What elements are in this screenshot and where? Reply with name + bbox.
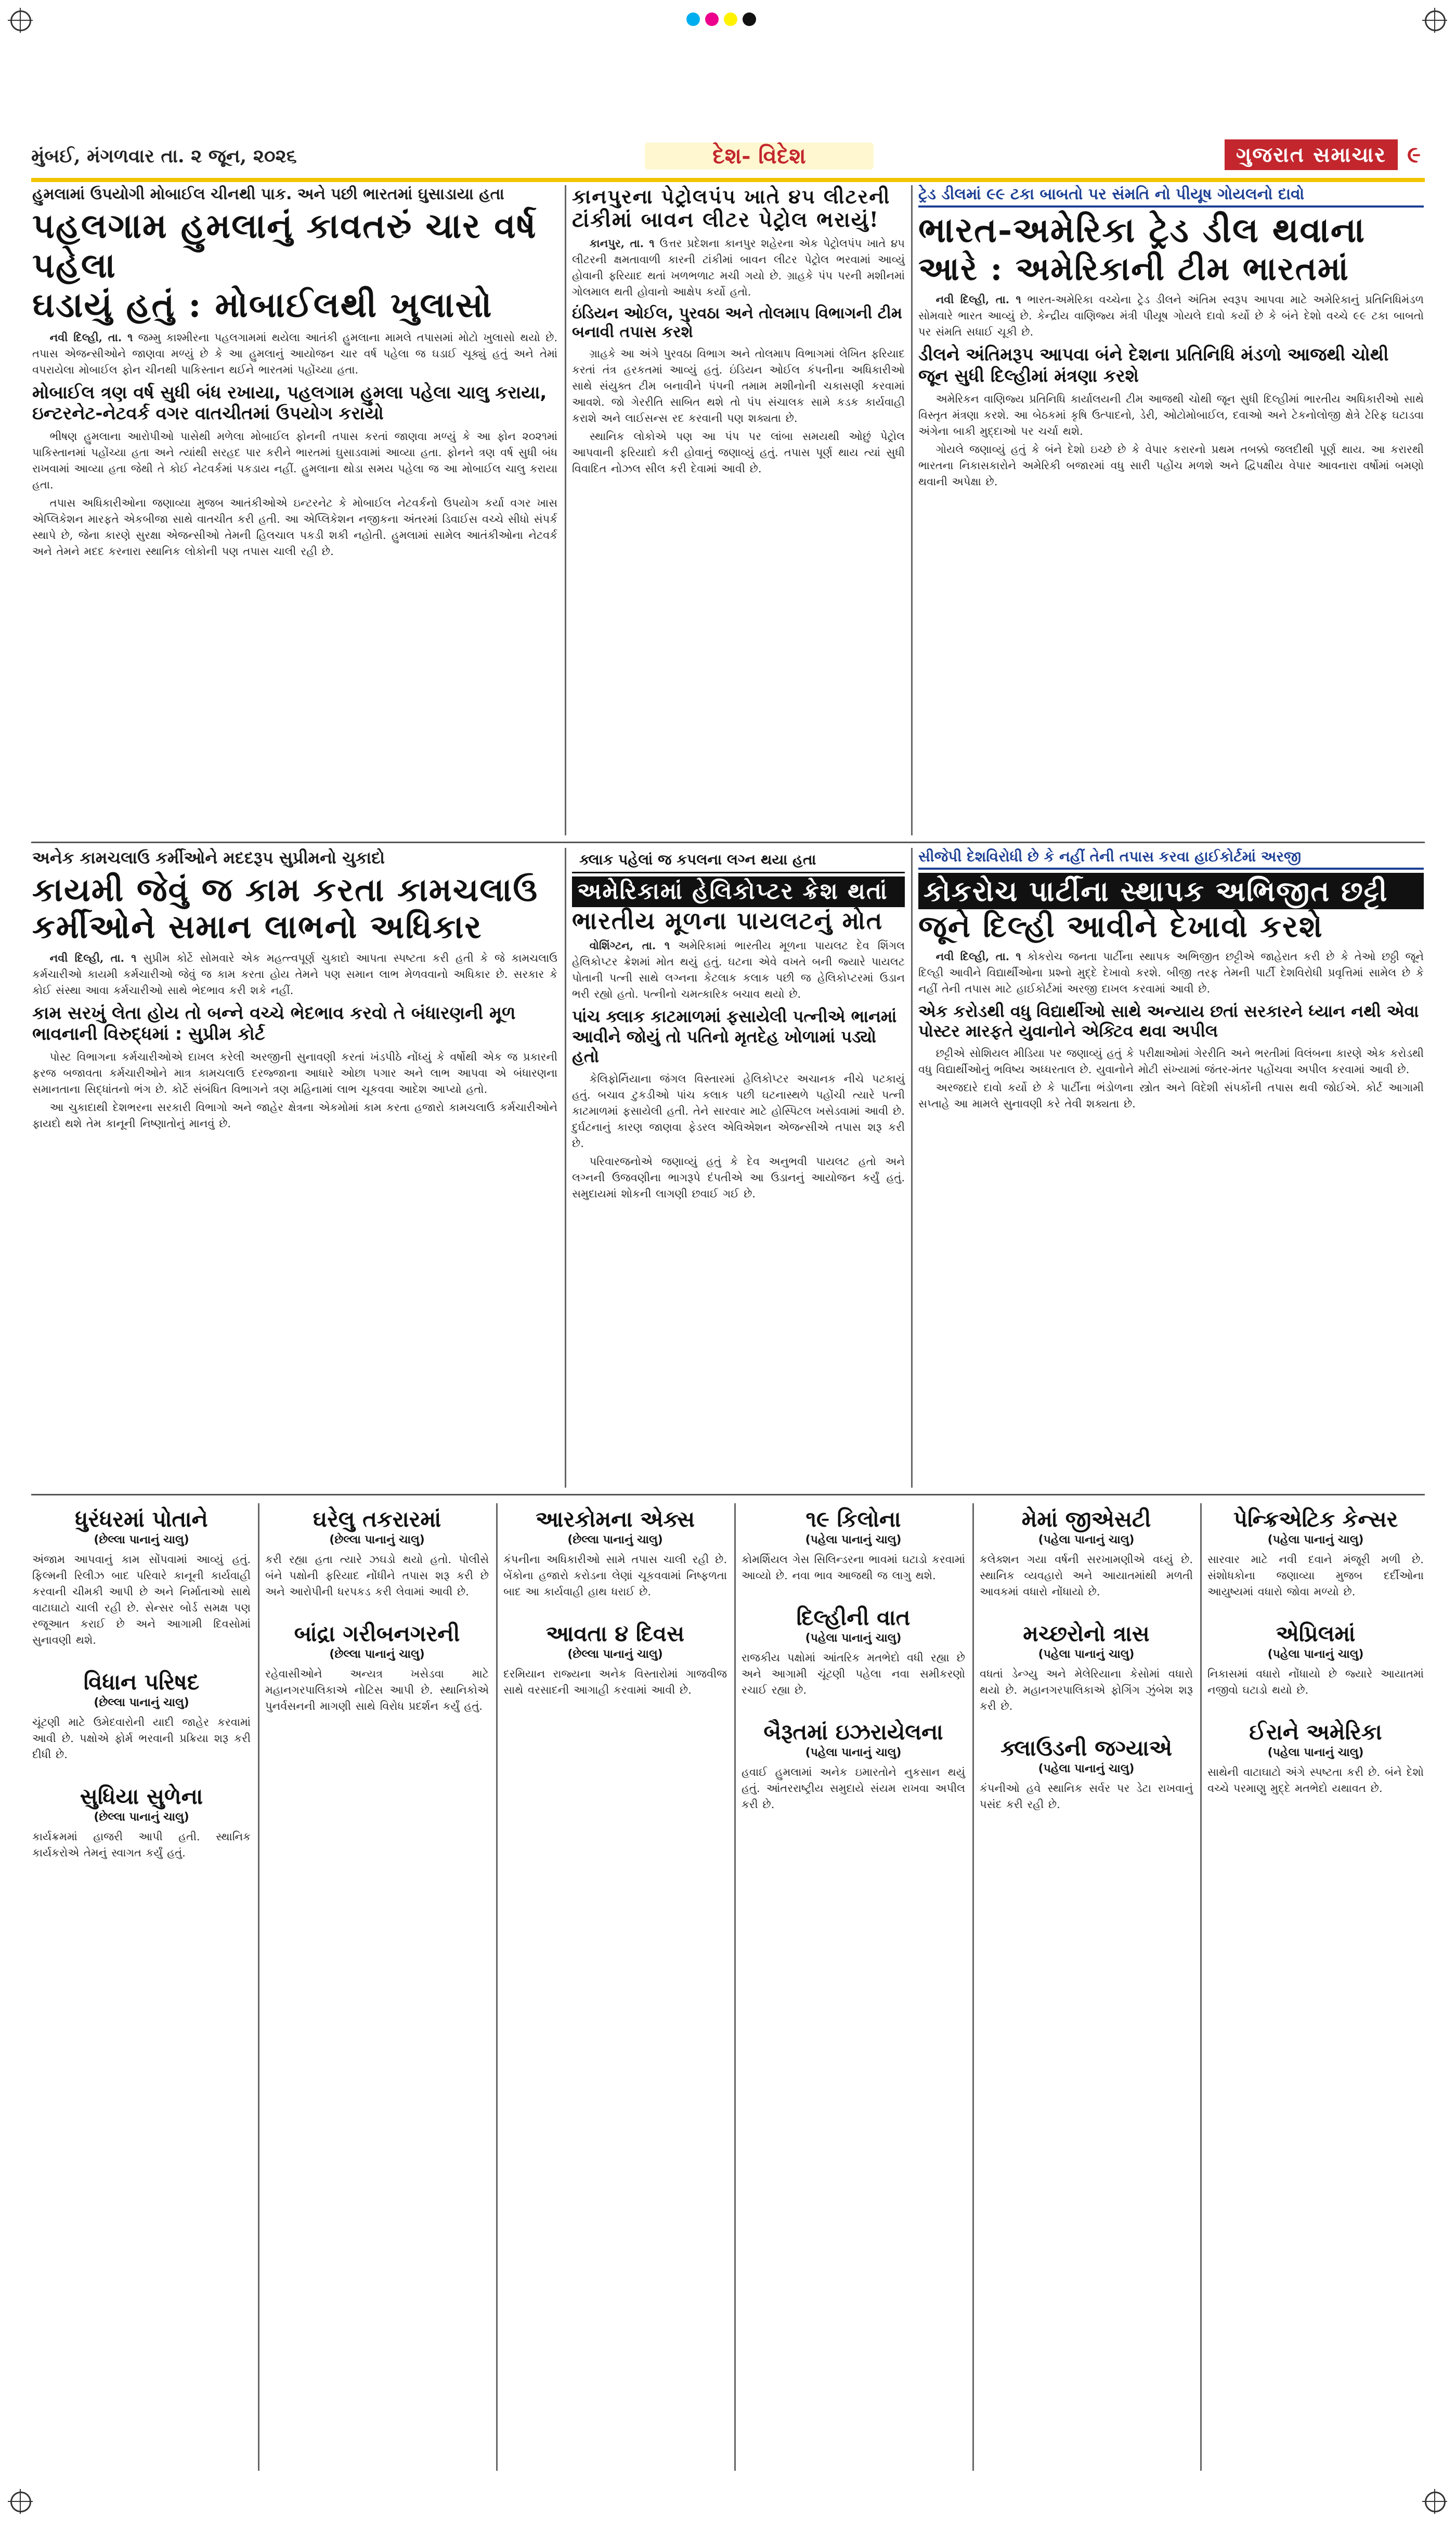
dateline: નવી દિલ્હી, તા. ૧	[935, 293, 1021, 306]
continued-jump: (પહેલા પાનાનું ચાલુ)	[805, 1746, 902, 1759]
continued-text: કંપનીના અધિકારીઓ સામે તપાસ ચાલી રહી છે. બેંકોના હજારો કરોડના લેણાં ચૂકવવામાં નિષ્ફળતા બાદ આ કાર્યવાહી હાથ ધરાઈ છે.	[503, 1553, 727, 1598]
story-kicker: હુમલામાં ઉપયોગી મોબાઈલ ચીનથી પાક. અને પછી ભારતમાં ઘુસાડાયા હતા	[32, 185, 504, 203]
story-kicker: ટ્રેડ ડીલમાં ૯૯ ટકા બાબતો પર સંમતિ નો પીયૂષ ગોયલનો દાવો	[918, 185, 1424, 208]
continued-text: કાર્યક્રમમાં હાજરી આપી હતી. સ્થાનિક કાર્યકરોએ તેમનું સ્વાગત કર્યું હતું.	[32, 1830, 251, 1859]
continued-text: દરમિયાન રાજ્યના અનેક વિસ્તારોમાં ગાજવીજ સાથે વરસાદની આગાહી કરવામાં આવી છે.	[503, 1668, 727, 1696]
story-kicker: કાનપુરના પેટ્રોલપંપ ખાતે ૪૫ લીટરની	[572, 185, 891, 208]
story-headline: પહલગામ હુમલાનું કાવતરું ચાર વર્ષ પહેલા	[32, 205, 537, 286]
story-headline-line2: જૂને દિલ્હી આવીને દેખાવો કરશે	[918, 909, 1323, 945]
story-body	[918, 291, 1424, 340]
paragraph: કેલિફોર્નિયાના જંગલ વિસ્તારમાં હેલિકોપ્ટર અચાનક નીચે પટકાયું હતું. બચાવ ટુકડીઓ પાંચ કલાક પછી ઘટનાસ્થળે પહોંચી ત્યારે પત્ની કાટમાળમાં ફસાયેલી હતી. તેને સારવાર માટે હોસ્પિટલ ખસેડવામાં આવી છે. દુર્ઘટનાનું કારણ જાણવા ફેડરલ એવિએશન એજન્સીએ તપાસ શરૂ કરી છે.	[572, 1072, 905, 1150]
paragraph: આ ચુકાદાથી દેશભરના સરકારી વિભાગો અને જાહેર ક્ષેત્રના એકમોમાં કામ કરતા હજારો કામચલાઉ કર્મચારીઓને ફાયદો થશે તેમ કાનૂની નિષ્ણાતોનું માનવું છે.	[32, 1101, 557, 1130]
column-rule	[972, 1503, 974, 2471]
color-swatch-cyan	[686, 12, 700, 26]
continued-jump: (પહેલા પાનાનું ચાલુ)	[1267, 1648, 1364, 1661]
section-title: દેશ- વિદેશ	[645, 143, 874, 170]
continued-jump: (પહેલા પાનાનું ચાલુ)	[1267, 1533, 1364, 1546]
continued-title: આવતા ૪ દિવસ	[545, 1621, 685, 1646]
story-subhead: ઇંડિયન ઓઈલ, પુરવઠા અને તોલમાપ વિભાગની ટીમ બનાવી તપાસ કરશે	[572, 304, 902, 341]
story-headline-line2: ઘડાયું હતું : મોબાઈલથી ખુલાસો	[32, 284, 493, 325]
continued-column-5	[980, 1503, 1193, 1813]
continued-jump: (છેલ્લા પાનાનું ચાલુ)	[329, 1533, 425, 1546]
dateline: નવી દિલ્હી, તા. ૧	[49, 951, 137, 964]
story-headline: કાયમી જેવું જ કામ કરતા કામચલાઉ	[32, 871, 539, 909]
paragraph: પરિવારજનોએ જણાવ્યું હતું કે દેવ અનુભવી પાયલટ હતો અને લગ્નની ઉજવણીના ભાગરૂપે દંપતીએ આ ઉડાનનું આયોજન કર્યું હતું. સમુદાયમાં શોકની લાગણી છવાઈ ગઈ છે.	[572, 1155, 905, 1200]
continued-title: મેમાં જીએસટી	[1021, 1506, 1151, 1532]
color-swatch-yellow	[724, 12, 737, 26]
registration-mark-bottom-right	[1425, 2492, 1446, 2512]
paragraph: છટ્ટીએ સોશિયલ મીડિયા પર જણાવ્યું હતું કે પરીક્ષાઓમાં ગેરરીતિ અને ભરતીમાં વિલંબના કારણે એક કરોડથી વધુ વિદ્યાર્થીઓનું ભવિષ્ય અધ્ધરતાલ છે. યુવાનોને મોટી સંખ્યામાં જંતર-મંતર પહોંચવા અપીલ કરવામાં આવી છે.	[918, 1047, 1424, 1076]
story-body-2	[572, 1071, 905, 1202]
paragraph: સ્થાનિક લોકોએ પણ આ પંપ પર લાંબા સમયથી ઓછું પેટ્રોલ આપવાની ફરિયાદો કરી હોવાનું જણાવ્યું હતું. તપાસ પૂર્ણ થાય ત્યાં સુધી વિવાદિત નોઝલ સીલ કરી દેવામાં આવી છે.	[572, 430, 905, 475]
paragraph: ઉત્તર પ્રદેશના કાનપુર શહેરના એક પેટ્રોલપંપ ખાતે ૪૫ લીટરની ક્ષમતાવાળી કારની ટાંકીમાં બાવન લીટર પેટ્રોલ ભરવામાં આવ્યું હોવાની ફરિયાદ થતાં ખળભળાટ મચી ગયો છે. ગ્રાહકે પંપ પરની મશીનમાં ગોલમાલ થતી હોવાનો આક્ષેપ કર્યો હતો.	[572, 237, 905, 298]
color-swatch-magenta	[705, 12, 719, 26]
dateline: નવી દિલ્હી, તા. ૧	[935, 949, 1021, 963]
section-rule	[31, 1494, 1425, 1495]
story-headline: અમેરિકામાં હેલિકોપ્ટર ક્રેશ થતાં	[572, 876, 905, 907]
registration-mark-top-right	[1425, 10, 1446, 31]
continued-title: બાંદ્રા ગરીબનગરની	[294, 1621, 460, 1646]
continued-jump: (છેલ્લા પાનાનું ચાલુ)	[94, 1533, 189, 1546]
masthead	[31, 139, 1425, 173]
column-rule	[565, 848, 566, 1488]
page-number: ૯	[1407, 141, 1421, 168]
column-rule	[1200, 1503, 1202, 2471]
story-body-2	[32, 429, 557, 560]
continued-title: દિલ્હીની વાત	[796, 1605, 911, 1630]
continued-jump: (છેલ્લા પાનાનું ચાલુ)	[329, 1648, 425, 1661]
story-body	[918, 948, 1424, 997]
continued-title: મચ્છરોનો ત્રાસ	[1023, 1621, 1150, 1646]
continued-text: નિકાસમાં વધારો નોંધાયો છે જ્યારે આયાતમાં નજીવો ઘટાડો થયો છે.	[1207, 1668, 1424, 1696]
paragraph: ભારત-અમેરિકા વચ્ચેના ટ્રેડ ડીલને અંતિમ સ્વરૂપ આપવા માટે અમેરિકાનું પ્રતિનિધિમંડળ સોમવારે ભારત આવ્યું છે. કેન્દ્રીય વાણિજ્ય મંત્રી પીયૂષ ગોયલે દાવો કર્યો છે કે બંને દેશો વચ્ચે ૯૯ ટકા બાબતો પર સંમતિ સધાઈ ચૂકી છે.	[918, 293, 1424, 339]
continued-text: ચૂંટણી માટે ઉમેદવારોની યાદી જાહેર કરવામાં આવી છે. પક્ષોએ ફોર્મ ભરવાની પ્રક્રિયા શરૂ કરી દીધી છે.	[32, 1716, 251, 1761]
continued-text: સાથેની વાટાઘાટો અંગે સ્પષ્ટતા કરી છે. બંને દેશો વચ્ચે પરમાણુ મુદ્દે મતભેદો યથાવત છે.	[1207, 1766, 1424, 1795]
continued-title: ધુરંધરમાં પોતાને	[75, 1506, 208, 1532]
column-rule	[911, 185, 913, 835]
story-headline: ભારત-અમેરિકા ટ્રેડ ડીલ થવાના	[918, 210, 1366, 250]
paragraph: ભીષણ હુમલાના આરોપીઓ પાસેથી મળેલા મોબાઈલ ફોનની તપાસ કરતાં જાણવા મળ્યું કે આ ફોન ૨૦૨૧માં પાકિસ્તાનમાં પહોંચ્યા હતા અને ત્યાંથી સરહદ પાર કરીને ભારતમાં ઘુસાડવામાં આવ્યા હતા. ફોનને ત્રણ વર્ષ સુધી બંધ રાખવામાં આવ્યા હતા જેથી તે કોઈ નેટવર્કમાં પકડાય નહીં. હુમલાના થોડા સમય પહેલા જ આ મોબાઈલ ચાલુ કરાયા હતા.	[32, 430, 557, 492]
continued-column-1	[32, 1503, 251, 1861]
continued-jump: (છેલ્લા પાનાનું ચાલુ)	[94, 1696, 189, 1709]
story-body	[32, 329, 557, 378]
continued-title: પેન્ક્રિએટિક કેન્સર	[1233, 1506, 1398, 1532]
paragraph: સુપ્રીમ કોર્ટે સોમવારે એક મહત્ત્વપૂર્ણ ચુકાદો આપતા સ્પષ્ટતા કરી હતી કે જે કામચલાઉ કર્મચારીઓ કાયમી કર્મચારીઓ જેવું જ કામ કરતા હોય તેમને પણ સમાન લાભ મેળવવાનો અધિકાર છે. સરકાર કે કોઈ સંસ્થા આવા કર્મચારીઓ સાથે ભેદભાવ કરી શકે નહીં.	[32, 951, 557, 997]
paragraph: અમેરિકામાં ભારતીય મૂળના પાયલટ દેવ શિંગલ હેલિકોપ્ટર ક્રેશમાં મોત થયું હતું. ઘટના એવે વખતે બની જ્યારે પાયલટ પોતાની પત્ની સાથે લગ્નના કેટલાક કલાક પછી જ હેલિકોપ્ટરમાં ઉડાન ભરી રહ્યો હતો. પત્નીનો ચમત્કારિક બચાવ થયો છે.	[572, 939, 905, 1001]
section-rule	[31, 842, 1425, 843]
story-temporary-workers	[32, 848, 557, 1134]
story-kicker: ક્લાક પહેલાં જ કપલના લગ્ન થયા હતા	[572, 848, 905, 873]
dateline: નવી દિલ્હી, તા. ૧	[49, 330, 133, 344]
story-subhead: પાંચ ક્લાક કાટમાળમાં ફસાયેલી પત્નીએ ભાનમાં આવીને જોયું તો પતિનો મૃતદેહ ખોળામાં પડ્યો હતો	[572, 1007, 897, 1067]
story-trade-deal	[918, 185, 1424, 492]
continued-title: ઘરેલુ તકરારમાં	[313, 1506, 441, 1532]
continued-title: બૈરૂતમાં ઇઝરાયેલના	[763, 1719, 943, 1745]
date-line: મુંબઈ, મંગળવાર તા. ૨ જૂન, ૨૦૨૬	[31, 145, 297, 167]
continued-text: કંપનીઓ હવે સ્થાનિક સર્વર પર ડેટા રાખવાનું પસંદ કરી રહી છે.	[980, 1782, 1193, 1811]
continued-title: એપ્રિલમાં	[1276, 1621, 1356, 1646]
continued-text: હવાઈ હુમલામાં અનેક ઇમારતોને નુકસાન થયું હતું. આંતરરાષ્ટ્રીય સમુદાયે સંયમ રાખવા અપીલ કરી છે.	[742, 1766, 965, 1811]
continued-text: કરી રહ્યા હતા ત્યારે ઝઘડો થયો હતો. પોલીસે બંને પક્ષોની ફરિયાદ નોંધીને તપાસ શરૂ કરી છે અને આરોપીની ધરપકડ કરી લેવામાં આવી છે.	[265, 1553, 489, 1598]
paragraph: અરજદારે દાવો કર્યો છે કે પાર્ટીના ભંડોળના સ્ત્રોત અને વિદેશી સંપર્કોની તપાસ થવી જોઈએ. કોર્ટ આગામી સપ્તાહે આ મામલે સુનાવણી કરે તેવી શક્યતા છે.	[918, 1081, 1424, 1110]
continued-title: વિધાન પરિષદ	[83, 1669, 200, 1695]
story-subhead: કામ સરખું લેતા હોય તો બન્ને વચ્ચે ભેદભાવ કરવો તે બંધારણની મૂળ ભાવનાની વિરુદ્ધમાં : સુપ્રીમ કોર્ટ	[32, 1002, 516, 1045]
paragraph: જમ્મુ કાશ્મીરના પહલગામમાં થયેલા આતંકી હુમલાના મામલે તપાસમાં મોટો ખુલાસો થયો છે. તપાસ એજન્સીઓને જાણવા મળ્યું છે કે આ હુમલાનું આયોજન ચાર વર્ષ પહેલા જ ઘડાઈ ચૂક્યું હતું અને તેમાં વપરાયેલા મોબાઈલ ફોન ચીનથી પાકિસ્તાન થઈને ભારતમાં પહોંચ્યા હતા.	[32, 331, 557, 376]
continued-jump: (છેલ્લા પાનાનું ચાલુ)	[567, 1533, 663, 1546]
continued-jump: (છેલ્લા પાનાનું ચાલુ)	[567, 1648, 663, 1661]
continued-text: કલેક્શન ગયા વર્ષની સરખામણીએ વધ્યું છે. સ્થાનિક વ્યવહારો અને આયાતમાંથી મળતી આવકમાં વધારો નોંધાયો છે.	[980, 1553, 1193, 1598]
paragraph: તપાસ અધિકારીઓના જણાવ્યા મુજબ આતંકીઓએ ઇન્ટરનેટ કે મોબાઈલ નેટવર્કનો ઉપયોગ કર્યા વગર ખાસ એપ્લિકેશન મારફતે એકબીજા સાથે વાતચીત કરી હતી. આ એપ્લિકેશન નજીકના અંતરમાં ડિવાઈસ વચ્ચે સીધો સંપર્ક સ્થાપે છે, જેના કારણે સુરક્ષા એજન્સીઓ તેમની હિલચાલ પકડી શકી નહોતી. હુમલામાં સામેલ આતંકીઓના નેટવર્ક અને તેમને મદદ કરનારા સ્થાનિક લોકોની પણ તપાસ ચાલી રહી છે.	[32, 497, 557, 558]
story-body-2	[918, 391, 1424, 490]
story-kicker: અનેક કામચલાઉ કર્મીઓને મદદરૂપ સુપ્રીમનો ચુકાદો	[32, 848, 385, 868]
story-kicker: સીજેપી દેશવિરોધી છે કે નહીં તેની તપાસ કરવા હાઈકોર્ટમાં અરજી	[918, 848, 1424, 870]
story-pahalgam	[32, 185, 557, 562]
continued-jump: (પહેલા પાનાનું ચાલુ)	[1267, 1746, 1364, 1759]
story-body	[572, 235, 905, 300]
paragraph: ગ્રાહકે આ અંગે પુરવઠા વિભાગ અને તોલમાપ વિભાગમાં લેખિત ફરિયાદ કરતાં તંત્ર હરકતમાં આવ્યું હતું. ઇંડિયન ઓઈલ કંપનીના અધિકારીઓ સાથે સંયુક્ત ટીમ બનાવીને પંપની તમામ મશીનોની ચકાસણી કરવામાં આવશે. જો ગેરરીતિ સાબિત થશે તો પંપ સંચાલક સામે કડક કાર્યવાહી કરાશે અને લાઈસન્સ રદ કરવાની પણ શક્યતા છે.	[572, 347, 905, 424]
masthead-rule	[31, 178, 1425, 182]
color-swatch-black	[743, 12, 756, 26]
continued-column-3	[503, 1503, 727, 1698]
story-headline-line2: આરે : અમેરિકાની ટીમ ભારતમાં	[918, 249, 1349, 288]
story-cockroach-party	[918, 848, 1424, 1114]
registration-mark-bottom-left	[10, 2492, 31, 2512]
dateline: વોશિંગ્ટન, તા. ૧	[589, 939, 670, 952]
story-subhead: મોબાઈલ ત્રણ વર્ષ સુધી બંધ રખાયા, પહલગામ હુમલા પહેલા ચાલુ કરાયા, ઇન્ટરનેટ-નેટવર્ક વગર વાતચીતમાં ઉપયોગ કરાયો	[32, 382, 547, 424]
continued-jump: (પહેલા પાનાનું ચાલુ)	[1038, 1762, 1135, 1775]
story-body	[572, 937, 905, 1002]
registration-mark-top-left	[10, 10, 31, 31]
paragraph: ગોયલે જણાવ્યું હતું કે બંને દેશો ઇચ્છે છે કે વેપાર કરારનો પ્રથમ તબક્કો જલદીથી પૂર્ણ થાય. આ કરારથી ભારતના નિકાસકારોને અમેરિકી બજારમાં વધુ સારી પહોંચ મળશે અને દ્વિપક્ષીય વેપાર આવનારા વર્ષોમાં બમણો થવાની અપેક્ષા છે.	[918, 443, 1424, 488]
continued-jump: (છેલ્લા પાનાનું ચાલુ)	[94, 1811, 189, 1824]
continued-jump: (પહેલા પાનાનું ચાલુ)	[1038, 1648, 1135, 1661]
continued-jump: (પહેલા પાનાનું ચાલુ)	[805, 1632, 902, 1645]
continued-text: કોમર્શિયલ ગેસ સિલિન્ડરના ભાવમાં ઘટાડો કરવામાં આવ્યો છે. નવા ભાવ આજથી જ લાગુ થશે.	[742, 1553, 965, 1582]
continued-text: અંજામ આપવાનું કામ સોંપવામાં આવ્યું હતું. ફિલ્મની રિલીઝ બાદ પરિવારે કાનૂની કાર્યવાહી કરવાની ચીમકી આપી છે અને નિર્માતાઓ સાથે વાટાઘાટો ચાલી રહી છે. સેન્સર બોર્ડ સમક્ષ પણ રજૂઆત કરાઈ છે અને આગામી દિવસોમાં સુનાવણી થશે.	[32, 1553, 251, 1646]
continued-jump: (પહેલા પાનાનું ચાલુ)	[805, 1533, 902, 1546]
continued-title: ૧૯ કિલોના	[805, 1506, 901, 1532]
story-kanpur-petrol	[572, 185, 905, 479]
column-rule	[496, 1503, 498, 2471]
continued-title: ઈરાને અમેરિકા	[1249, 1719, 1382, 1745]
story-body	[32, 950, 557, 999]
story-headline: ટાંકીમાં બાવન લીટર પેટ્રોલ ભરાયું!	[572, 207, 880, 232]
column-rule	[565, 185, 566, 835]
story-body-2	[918, 1046, 1424, 1112]
continued-title: આરકોમના એક્સ	[536, 1506, 695, 1532]
paragraph: કોકરોચ જનતા પાર્ટીના સ્થાપક અભિજીત છટ્ટીએ જાહેરાત કરી છે કે તેઓ છઠ્ઠી જૂને દિલ્હી આવીને વિદ્યાર્થીઓના પ્રશ્નો મુદ્દે દેખાવો કરશે. બીજી તરફ તેમની પાર્ટી દેશવિરોધી પ્રવૃત્તિમાં સામેલ છે કે નહીં તેની તપાસ માટે હાઈકોર્ટમાં અરજી દાખલ કરવામાં આવી છે.	[918, 950, 1424, 995]
paragraph: પોસ્ટ વિભાગના કર્મચારીઓએ દાખલ કરેલી અરજીની સુનાવણી કરતાં ખંડપીઠે નોંધ્યું કે વર્ષોથી એક જ પ્રકારની ફરજ બજાવતા કર્મચારીઓને માત્ર કામચલાઉ દરજ્જાના આધારે ઓછા પગાર અને લાભ આપવા એ બંધારણના સમાનતાના સિદ્ધાંતનો ભંગ છે. કોર્ટે સંબંધિત વિભાગને ત્રણ મહિનામાં લાભ ચૂકવવા આદેશ આપ્યો હતો.	[32, 1051, 557, 1096]
continued-jump: (પહેલા પાનાનું ચાલુ)	[1038, 1533, 1135, 1546]
story-headline-line2: ભારતીય મૂળના પાયલટનું મોત	[572, 906, 883, 935]
paragraph: અમેરિકન વાણિજ્ય પ્રતિનિધિ કાર્યાલયની ટીમ આજથી ચોથી જૂન સુધી દિલ્હીમાં ભારતીય અધિકારીઓ સાથે વિસ્તૃત મંત્રણા કરશે. આ બેઠકમાં કૃષિ ઉત્પાદનો, ડેરી, ઓટોમોબાઈલ, દવાઓ અને ટેકનોલોજી ક્ષેત્રે ટેરિફ ઘટાડવા અંગેના બાકી મુદ્દાઓ પર ચર્ચા થશે.	[918, 392, 1424, 437]
story-helicopter-crash	[572, 848, 905, 1204]
column-rule	[911, 848, 913, 1488]
continued-column-6	[1207, 1503, 1424, 1797]
story-body-2	[32, 1049, 557, 1132]
continued-text: વધતાં ડેન્ગ્યુ અને મેલેરિયાના કેસોમાં વધારો થયો છે. મહાનગરપાલિકાએ ફોગિંગ ઝુંબેશ શરૂ કરી છે.	[980, 1668, 1193, 1712]
continued-text: સારવાર માટે નવી દવાને મંજૂરી મળી છે. સંશોધકોના જણાવ્યા મુજબ દર્દીઓના આયુષ્યમાં વધારો જોવા મળ્યો છે.	[1207, 1553, 1424, 1598]
continued-title: સુધિયા સુળેના	[80, 1784, 203, 1809]
story-subhead: એક કરોડથી વધુ વિદ્યાર્થીઓ સાથે અન્યાય છતાં સરકારને ધ્યાન નથી એવા પોસ્ટર મારફતે યુવાનોને એક્ટિવ થવા અપીલ	[918, 1001, 1419, 1041]
story-headline-line2: કર્મીઓને સમાન લાભનો અધિકાર	[32, 908, 483, 946]
continued-text: રહેવાસીઓને અન્યત્ર ખસેડવા માટે મહાનગરપાલિકાએ નોટિસ આપી છે. સ્થાનિકોએ પુનર્વસનની માગણી સાથે વિરોધ પ્રદર્શન કર્યું હતું.	[265, 1668, 489, 1712]
column-rule	[258, 1503, 259, 2471]
continued-text: રાજકીય પક્ષોમાં આંતરિક મતભેદો વધી રહ્યા છે અને આગામી ચૂંટણી પહેલા નવા સમીકરણો રચાઈ રહ્યા છે.	[742, 1651, 965, 1696]
column-rule	[734, 1503, 736, 2471]
story-body-2	[572, 346, 905, 477]
story-subhead: ડીલને અંતિમરૂપ આપવા બંને દેશના પ્રતિનિધિ મંડળો આજથી ચોથી જૂન સુધી દિલ્હીમાં મંત્રણા કરશે	[918, 344, 1389, 386]
story-headline: કોકરોચ પાર્ટીના સ્થાપક અભિજીત છટ્ટી	[918, 873, 1424, 909]
dateline: કાનપુર, તા. ૧	[589, 236, 655, 250]
continued-column-4	[742, 1503, 965, 1813]
continued-title: ક્લાઉડની જગ્યાએ	[1000, 1735, 1173, 1761]
paper-logo: ગુજરાત સમાચાર	[1225, 139, 1398, 170]
continued-column-2	[265, 1503, 489, 1714]
